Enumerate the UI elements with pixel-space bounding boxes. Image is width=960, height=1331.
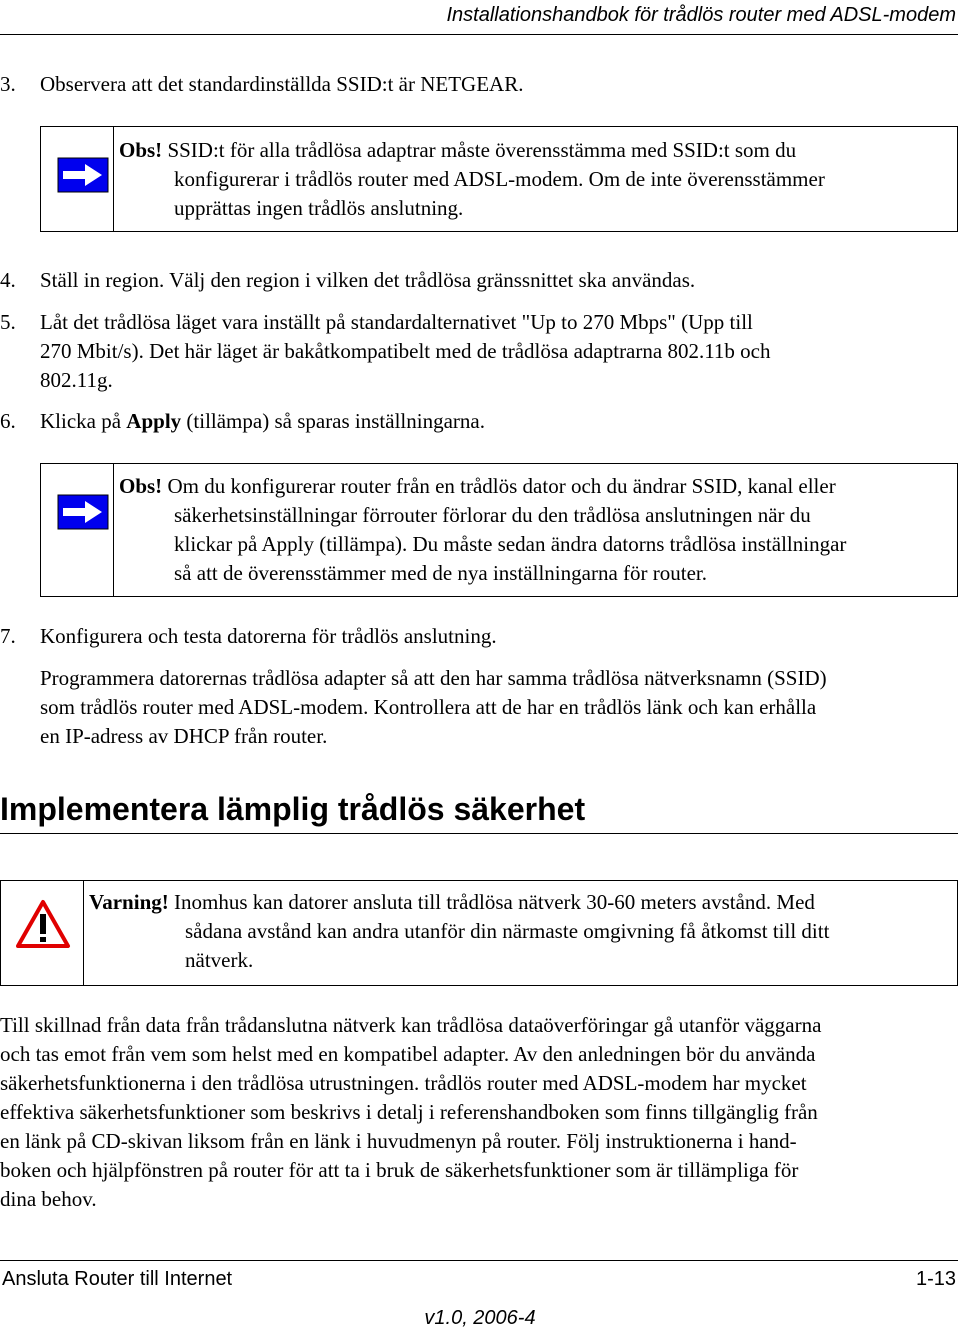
note-2-line: Om du konfigurerar router från en trådlös dator och du ändrar SSID, kanal eller (162, 474, 836, 498)
paragraph-line: boken och hjälpfönstren på router för att ta i bruk de säkerhetsfunktioner som är tillämpliga för (0, 1158, 799, 1182)
footer-version: v1.0, 2006-4 (424, 1307, 536, 1329)
note-divider (113, 127, 114, 231)
warning-line: Inomhus kan datorer ansluta till trådlösa nätverk 30-60 meters avstånd. Med (168, 890, 815, 914)
note-1-lead: Obs! (119, 138, 163, 162)
step-5-line: 270 Mbit/s). Det här läget är bakåtkompatibelt med de trådlösa adaptrarna 802.11b och (40, 339, 771, 363)
step-7-body-line: en IP-adress av DHCP från router. (40, 724, 328, 748)
step-7-body (40, 664, 958, 751)
paragraph-line: effektiva säkerhetsfunktioner som beskrivs i detalj i referenshandboken som finns tillgänglig från (0, 1100, 818, 1124)
warning-triangle-icon (15, 899, 71, 954)
warning-divider (83, 881, 84, 985)
note-2-line: så att de överensstämmer med de nya inställningarna för router. (174, 561, 707, 585)
section-rule (0, 833, 958, 834)
paragraph-line: Till skillnad från data från trådanslutna nätverk kan trådlösa dataöverföringar gå utanför väggarna (0, 1013, 822, 1037)
note-box-reconfigure (40, 463, 958, 597)
step-4 (0, 266, 695, 295)
warning-box (0, 880, 958, 986)
step-6-text: Klicka på (40, 409, 127, 433)
footer-rule (0, 1260, 958, 1261)
running-header: Installationshandbok för trådlös router med ADSL-modem (446, 4, 956, 26)
step-4-number: 4. (0, 268, 16, 292)
note-divider (113, 464, 114, 596)
step-5-line: Låt det trådlösa läget vara inställt på standardalternativet "Up to 270 Mbps" (Upp till (40, 310, 753, 334)
step-5 (0, 308, 958, 395)
step-7-text: Konfigurera och testa datorerna för trådlös anslutning. (40, 624, 497, 648)
note-box-ssid (40, 126, 958, 232)
note-2-text (119, 472, 954, 588)
paragraph-line: säkerhetsfunktionerna i den trådlösa utrustningen. trådlös router med ADSL-modem har mycket (0, 1071, 807, 1095)
note-2-line: säkerhetsinställningar förrouter förlorar du den trådlösa anslutningen när du (174, 503, 811, 527)
security-paragraph (0, 1011, 958, 1214)
note-2-line: klickar på Apply (tillämpa). Du måste sedan ändra datorns trådlösa inställningar (174, 532, 847, 556)
note-1-line: konfigurerar i trådlös router med ADSL-modem. Om de inte överensstämmer (174, 167, 825, 191)
warning-line: sådana avstånd kan andra utanför din närmaste omgivning få åtkomst till ditt (185, 919, 830, 943)
apply-label: Apply (126, 409, 182, 433)
step-7-body-line: Programmera datorernas trådlösa adapter så att den har samma trådlösa nätverksnamn (SSID) (40, 666, 827, 690)
note-2-lead: Obs! (119, 474, 163, 498)
paragraph-line: och tas emot från vem som helst med en kompatibel adapter. Av den anledningen bör du använda (0, 1042, 816, 1066)
note-arrow-icon (57, 494, 109, 535)
note-arrow-icon (57, 157, 109, 198)
step-7 (0, 622, 497, 651)
step-3 (0, 70, 523, 99)
footer-page-number: 1-13 (915, 1268, 956, 1290)
step-5-line: 802.11g. (40, 368, 113, 392)
warning-line: nätverk. (185, 948, 254, 972)
paragraph-line: en länk på CD-skivan liksom från en länk i huvudmenyn på router. Följ instruktionerna i hand- (0, 1129, 797, 1153)
step-3-number: 3. (0, 72, 16, 96)
note-1-line: SSID:t för alla trådlösa adaptrar måste överensstämma med SSID:t som du (162, 138, 797, 162)
step-7-number: 7. (0, 624, 16, 648)
step-3-text: Observera att det standardinställda SSID:t är NETGEAR. (40, 72, 524, 96)
step-6-text: (tillämpa) så sparas inställningarna. (181, 409, 485, 433)
step-6-number: 6. (0, 409, 16, 433)
warning-text (89, 888, 954, 975)
step-6 (0, 407, 485, 436)
step-7-body-line: som trådlös router med ADSL-modem. Kontrollera att de har en trådlös länk och kan erhålla (40, 695, 817, 719)
header-rule (0, 34, 958, 35)
paragraph-line: dina behov. (0, 1187, 97, 1211)
section-heading: Implementera lämplig trådlös säkerhet (0, 791, 586, 827)
note-1-text (119, 136, 954, 223)
step-5-number: 5. (0, 310, 16, 334)
warning-lead: Varning! (89, 890, 169, 914)
step-4-text: Ställ in region. Välj den region i vilken det trådlösa gränssnittet ska användas. (40, 268, 696, 292)
note-1-line: upprättas ingen trådlös anslutning. (174, 196, 464, 220)
footer-chapter: Ansluta Router till Internet (2, 1268, 233, 1290)
